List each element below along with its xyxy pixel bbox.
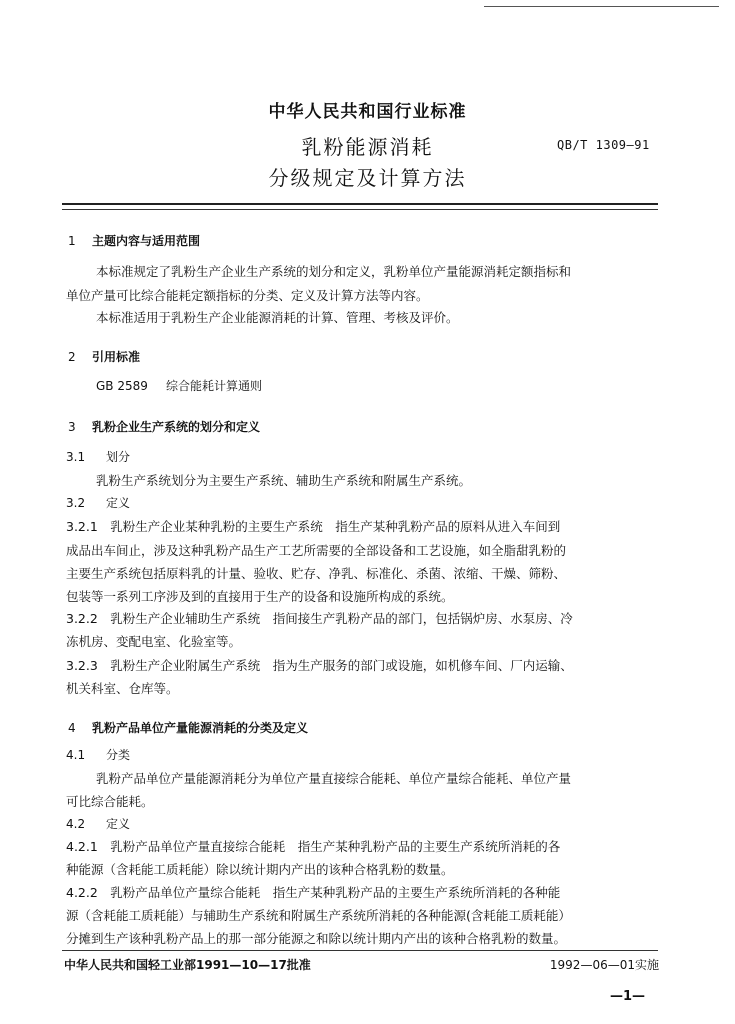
section-title: 乳粉企业生产系统的划分和定义 [92,420,261,434]
section-number: 4 [68,721,76,735]
reference-title: 综合能耗计算通则 [166,379,263,393]
paragraph-line: 机关科室、仓库等。 [66,681,179,696]
section-1-heading [68,232,200,249]
paragraph-line: 4.2.2 乳粉产品单位产量综合能耗 指生产某种乳粉产品的主要生产系统所消耗的各种能 [66,885,561,900]
section-2-heading [68,348,140,365]
section-4-heading [68,719,308,736]
standard-code: QB/T 1309—91 [557,138,650,152]
section-number: 3 [68,420,76,434]
subsection-title: 划分 [106,450,131,464]
subsection-number: 3.2 [66,496,86,510]
paragraph-line: 3.2.2 乳粉生产企业辅助生产系统 指间接生产乳粉产品的部门，包括锅炉房、水泵房、冷 [66,611,573,626]
subsection-3-2-heading [66,494,130,511]
subsection-4-1-heading [66,746,130,763]
subsection-3-1-heading [66,448,130,465]
paragraph-line: 成品出车间止，涉及这种乳粉产品生产工艺所需要的全部设备和工艺设施，如全脂甜乳粉的 [66,543,567,558]
paragraph-line: 源（含耗能工质耗能）与辅助生产系统和附属生产系统所消耗的各种能源(含耗能工质耗能） [66,908,571,923]
subsection-4-2-heading [66,815,130,832]
section-number: 1 [68,234,76,248]
header-rule-bottom [62,209,658,210]
implementation-date: 1992—06—01实施 [549,958,659,972]
paragraph-line: 包装等一系列工序涉及到的直接用于生产的设备和设施所构成的系统。 [66,589,454,604]
subsection-number: 4.2 [66,817,86,831]
paragraph-line: 乳粉产品单位产量能源消耗分为单位产量直接综合能耗、单位产量综合能耗、单位产量 [96,771,572,786]
subsection-title: 分类 [106,748,131,762]
issuer-heading: 中华人民共和国行业标准 [268,102,467,122]
paragraph-line: 冻机房、变配电室、化验室等。 [66,634,242,649]
header-rule-top [62,203,658,205]
section-3-heading [68,418,260,435]
section-title: 主题内容与适用范围 [92,234,201,248]
subsection-title: 定义 [106,496,131,510]
paragraph-line: 单位产量可比综合能耗定额指标的分类、定义及计算方法等内容。 [66,288,429,303]
document-title-line1: 乳粉能源消耗 [301,135,434,159]
section-title: 乳粉产品单位产量能源消耗的分类及定义 [92,721,309,735]
paragraph-line: 分摊到生产该种乳粉产品上的那一部分能源之和除以统计期内产出的该种合格乳粉的数量。 [66,931,567,946]
subsection-number: 3.1 [66,450,86,464]
paragraph-line: 3.2.1 乳粉生产企业某种乳粉的主要生产系统 指生产某种乳粉产品的原料从进入车间到 [66,519,561,534]
paragraph-line: 4.2.1 乳粉产品单位产量直接综合能耗 指生产某种乳粉产品的主要生产系统所消耗的各 [66,839,561,854]
reference-entry [96,377,262,394]
approval-statement: 中华人民共和国轻工业部1991—10—17批准 [64,958,311,972]
reference-code: GB 2589 [96,379,148,393]
paragraph-line: 主要生产系统包括原料乳的计量、验收、贮存、净乳、标准化、杀菌、浓缩、干燥、筛粉、 [66,566,567,581]
paragraph-line: 本标准规定了乳粉生产企业生产系统的划分和定义，乳粉单位产量能源消耗定额指标和 [96,264,572,279]
paragraph-line: 本标准适用于乳粉生产企业能源消耗的计算、管理、考核及评价。 [96,310,459,325]
section-number: 2 [68,350,76,364]
paragraph-line: 乳粉生产系统划分为主要生产系统、辅助生产系统和附属生产系统。 [96,473,472,488]
top-edge-rule [484,6,719,7]
paragraph-line: 3.2.3 乳粉生产企业附属生产系统 指为生产服务的部门或设施，如机修车间、厂内运输、 [66,658,573,673]
subsection-number: 4.1 [66,748,86,762]
paragraph-line: 种能源（含耗能工质耗能）除以统计期内产出的该种合格乳粉的数量。 [66,862,454,877]
paragraph-line: 可比综合能耗。 [66,794,154,809]
subsection-title: 定义 [106,817,131,831]
page-number: —1— [609,989,645,1004]
footer-rule [62,950,658,951]
document-title-line2: 分级规定及计算方法 [268,166,467,190]
section-title: 引用标准 [92,350,141,364]
